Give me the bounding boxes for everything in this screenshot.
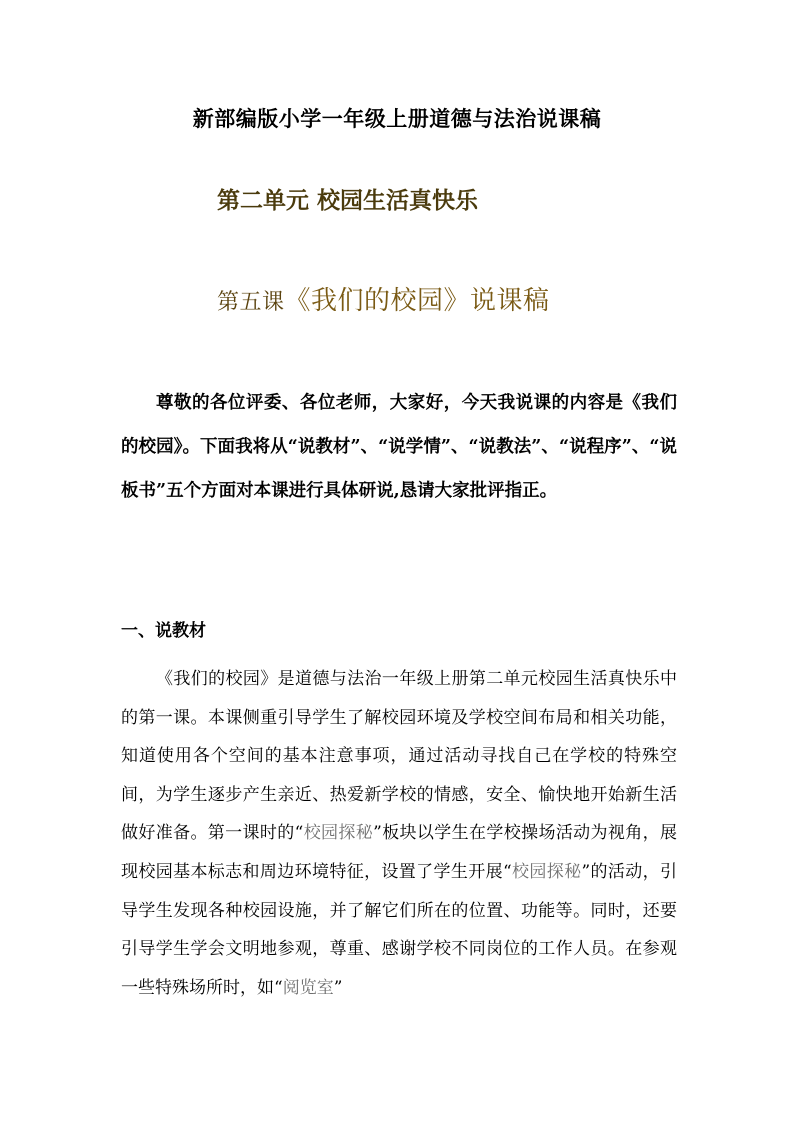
highlight-term-2: 校园探秘 bbox=[511, 861, 582, 882]
lesson-title-main: 《我们的校园》说课稿 bbox=[284, 286, 550, 316]
document-title: 新部编版小学一年级上册道德与法治说课稿 bbox=[192, 106, 602, 131]
body-text-part-1: 《我们的校园》是道德与法治一年级上册第二单元校园生活真快乐中的第一课。本课侧重引导学生了解校园环境及学校空间布局和相关功能，知道使用各个空间的基本注意事项，通过活动寻找自己在学校的特殊空间，为学生逐步产生亲近、热爱新学校的情感，安全、愉快地开始新生活做好准备。第一课时的“ bbox=[121, 669, 677, 844]
intro-paragraph: 尊敬的各位评委、各位老师，大家好，今天我说课的内容是《我们的校园》。下面我将从“说教材”、“说学情”、“说教法”、“说程序”、“说板书”五个方面对本课进行具体研说,恳请大家批评指正。 bbox=[121, 393, 677, 501]
body-text-part-3: ”的活动，引导学生发现各种校园设施，并了解它们所在的位置、功能等。同时，还要引导学生学会文明地参观，尊重、感谢学校不同岗位的工作人员。在参观一些特殊场所时，如“ bbox=[121, 861, 677, 998]
body-text-part-4: ” bbox=[333, 977, 343, 998]
highlight-term-1: 校园探秘 bbox=[303, 823, 374, 844]
unit-title: 第二单元 校园生活真快乐 bbox=[217, 188, 479, 214]
lesson-title-lead: 第五课 bbox=[217, 290, 285, 315]
lesson-title bbox=[217, 280, 550, 317]
section-heading: 一、说教材 bbox=[121, 621, 206, 641]
body-paragraph bbox=[121, 660, 677, 1007]
highlight-term-3: 阅览室 bbox=[282, 977, 334, 998]
body-text-part-2: ”板块以学生在学校操场活动为视角，展现校园基本标志和周边环境特征，设置了学生开展“ bbox=[121, 823, 677, 882]
